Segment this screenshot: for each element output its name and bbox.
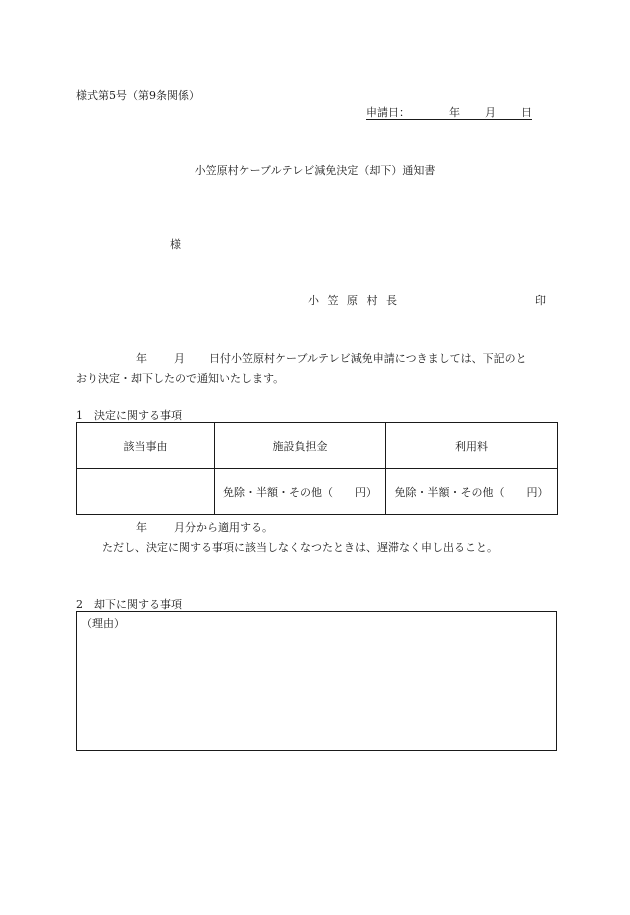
rejection-reason-label: （理由） <box>81 617 125 630</box>
apply-from-text: 月分から適用する。 <box>174 521 273 534</box>
rejection-reason-box <box>76 611 557 751</box>
cell-facility-fee: 免除・半額・その他（ 円） <box>215 469 386 515</box>
issuer-name: 小笠原村長 <box>308 294 406 307</box>
decision-table-header-row <box>77 423 558 469</box>
apply-from-year: 年 <box>136 521 147 534</box>
notice-year: 年 <box>136 352 147 365</box>
form-number: 様式第5号（第9条関係） <box>76 89 200 102</box>
header-reason: 該当事由 <box>77 423 215 469</box>
decision-table-row <box>77 469 558 515</box>
seal-mark: 印 <box>535 294 546 307</box>
cell-usage-fee: 免除・半額・その他（ 円） <box>386 469 558 515</box>
header-usage-fee: 利用料 <box>386 423 558 469</box>
addressee-suffix: 様 <box>170 238 181 251</box>
section-rejection-title: 2 却下に関する事項 <box>76 598 182 611</box>
application-date-day: 日 <box>521 106 532 119</box>
decision-table <box>76 422 558 515</box>
notice-month: 月 <box>174 352 185 365</box>
proviso-text: ただし、決定に関する事項に該当しなくなつたときは、遅滞なく申し出ること。 <box>102 541 498 554</box>
document-title: 小笠原村ケーブルテレビ減免決定（却下）通知書 <box>194 164 436 177</box>
cell-reason <box>77 469 215 515</box>
application-date-year: 年 <box>449 106 460 119</box>
notice-body-line-1 <box>76 350 556 364</box>
application-date-month: 月 <box>485 106 496 119</box>
notice-body-text: 日付小笠原村ケーブルテレビ減免申請につきましては、下記のと <box>209 352 527 365</box>
application-date-label: 申請日： <box>366 106 410 119</box>
header-facility-fee: 施設負担金 <box>215 423 386 469</box>
section-decision-title: 1 決定に関する事項 <box>76 409 182 422</box>
apply-from-line <box>76 519 376 533</box>
notice-body-line-2: おり決定・却下したので通知いたします。 <box>76 372 285 385</box>
application-date-line <box>366 104 532 120</box>
